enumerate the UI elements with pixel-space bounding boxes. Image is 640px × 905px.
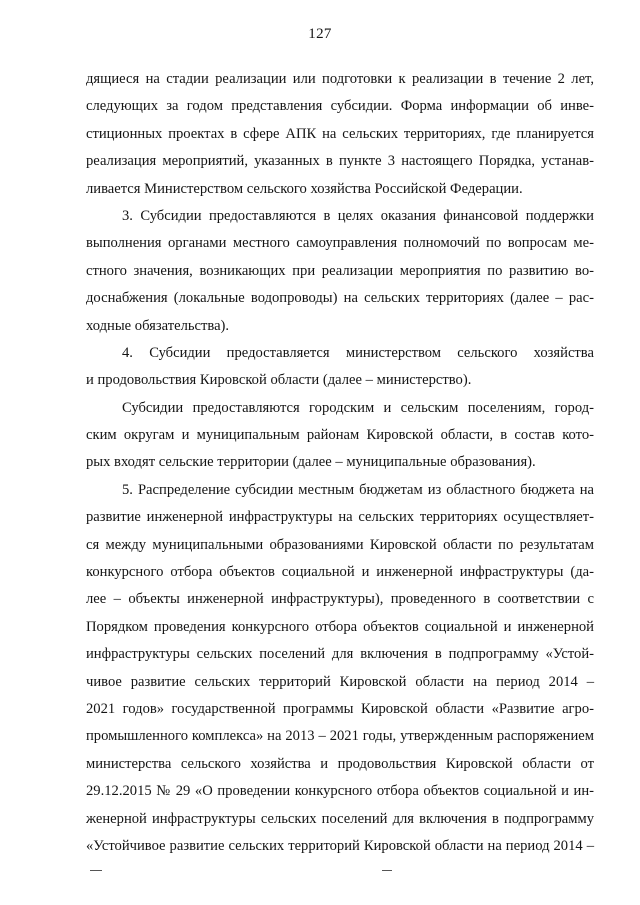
text-line: ся между муниципальными образованиями Кировской области по результатам: [86, 536, 594, 553]
text-line: Субсидии предоставляются городским и сельским поселениям, город-: [122, 399, 594, 416]
text-line: ходные обязательства).: [86, 317, 230, 334]
text-line: доснабжения (локальные водопроводы) на сельских территориях (далее – рас-: [86, 290, 594, 307]
text-line: конкурсного отбора объектов социальной и инженерной инфраструктуры (да-: [86, 564, 594, 581]
text-line: «Устойчивое развитие сельских территорий Кировской области на период 2014 –: [86, 837, 594, 854]
text-line: лее – объекты инженерной инфраструктуры), проведенного в соответствии с: [86, 591, 594, 608]
text-line: 4. Субсидии предоставляется министерством сельского хозяйства: [122, 344, 594, 361]
text-line: промышленного комплекса» на 2013 – 2021 годы, утвержденным распоряжением: [86, 728, 594, 745]
footer-mark: [382, 870, 392, 871]
text-line: и продовольствия Кировской области (далее – министерство).: [86, 372, 472, 389]
text-line: 3. Субсидии предоставляются в целях оказания финансовой поддержки: [122, 207, 594, 224]
text-line: инфраструктуры сельских поселений для включения в подпрограмму «Устой-: [86, 646, 594, 663]
text-line: 2021 годов» государственной программы Кировской области «Развитие агро-: [86, 700, 594, 717]
text-line: ским округам и муниципальным районам Кировской области, в состав кото-: [86, 427, 594, 444]
text-line: реализация мероприятий, указанных в пункте 3 настоящего Порядка, устанав-: [86, 153, 594, 170]
text-line: стиционных проектах в сфере АПК на сельских территориях, где планируется: [86, 125, 594, 142]
text-line: развитие инженерной инфраструктуры на сельских территориях осуществляет-: [86, 509, 594, 526]
text-line: ливается Министерством сельского хозяйства Российской Федерации.: [86, 180, 523, 197]
text-line: выполнения органами местного самоуправления полномочий по вопросам ме-: [86, 235, 594, 252]
text-line: стного значения, возникающих при реализации мероприятия по развитию во-: [86, 262, 594, 279]
text-line: Порядком проведения конкурсного отбора объектов социальной и инженерной: [86, 618, 594, 635]
text-line: 5. Распределение субсидии местным бюджетам из областного бюджета на: [122, 481, 594, 498]
text-line: дящиеся на стадии реализации или подготовки к реализации в течение 2 лет,: [86, 71, 594, 87]
text-line: чивое развитие сельских территорий Кировской области на период 2014 –: [86, 673, 594, 690]
text-line: женерной инфраструктуры сельских поселений для включения в подпрограмму: [86, 810, 594, 827]
document-body: [86, 66, 594, 860]
text-line: 29.12.2015 № 29 «О проведении конкурсного отбора объектов социальной и ин-: [86, 783, 594, 800]
footer-mark: [90, 870, 102, 871]
text-line: следующих за годом представления субсидии. Форма информации об инве-: [86, 98, 594, 115]
text-line: рых входят сельские территории (далее – муниципальные образования).: [86, 454, 536, 471]
page-number: 127: [308, 26, 332, 42]
text-line: министерства сельского хозяйства и продовольствия Кировской области от: [86, 755, 594, 772]
